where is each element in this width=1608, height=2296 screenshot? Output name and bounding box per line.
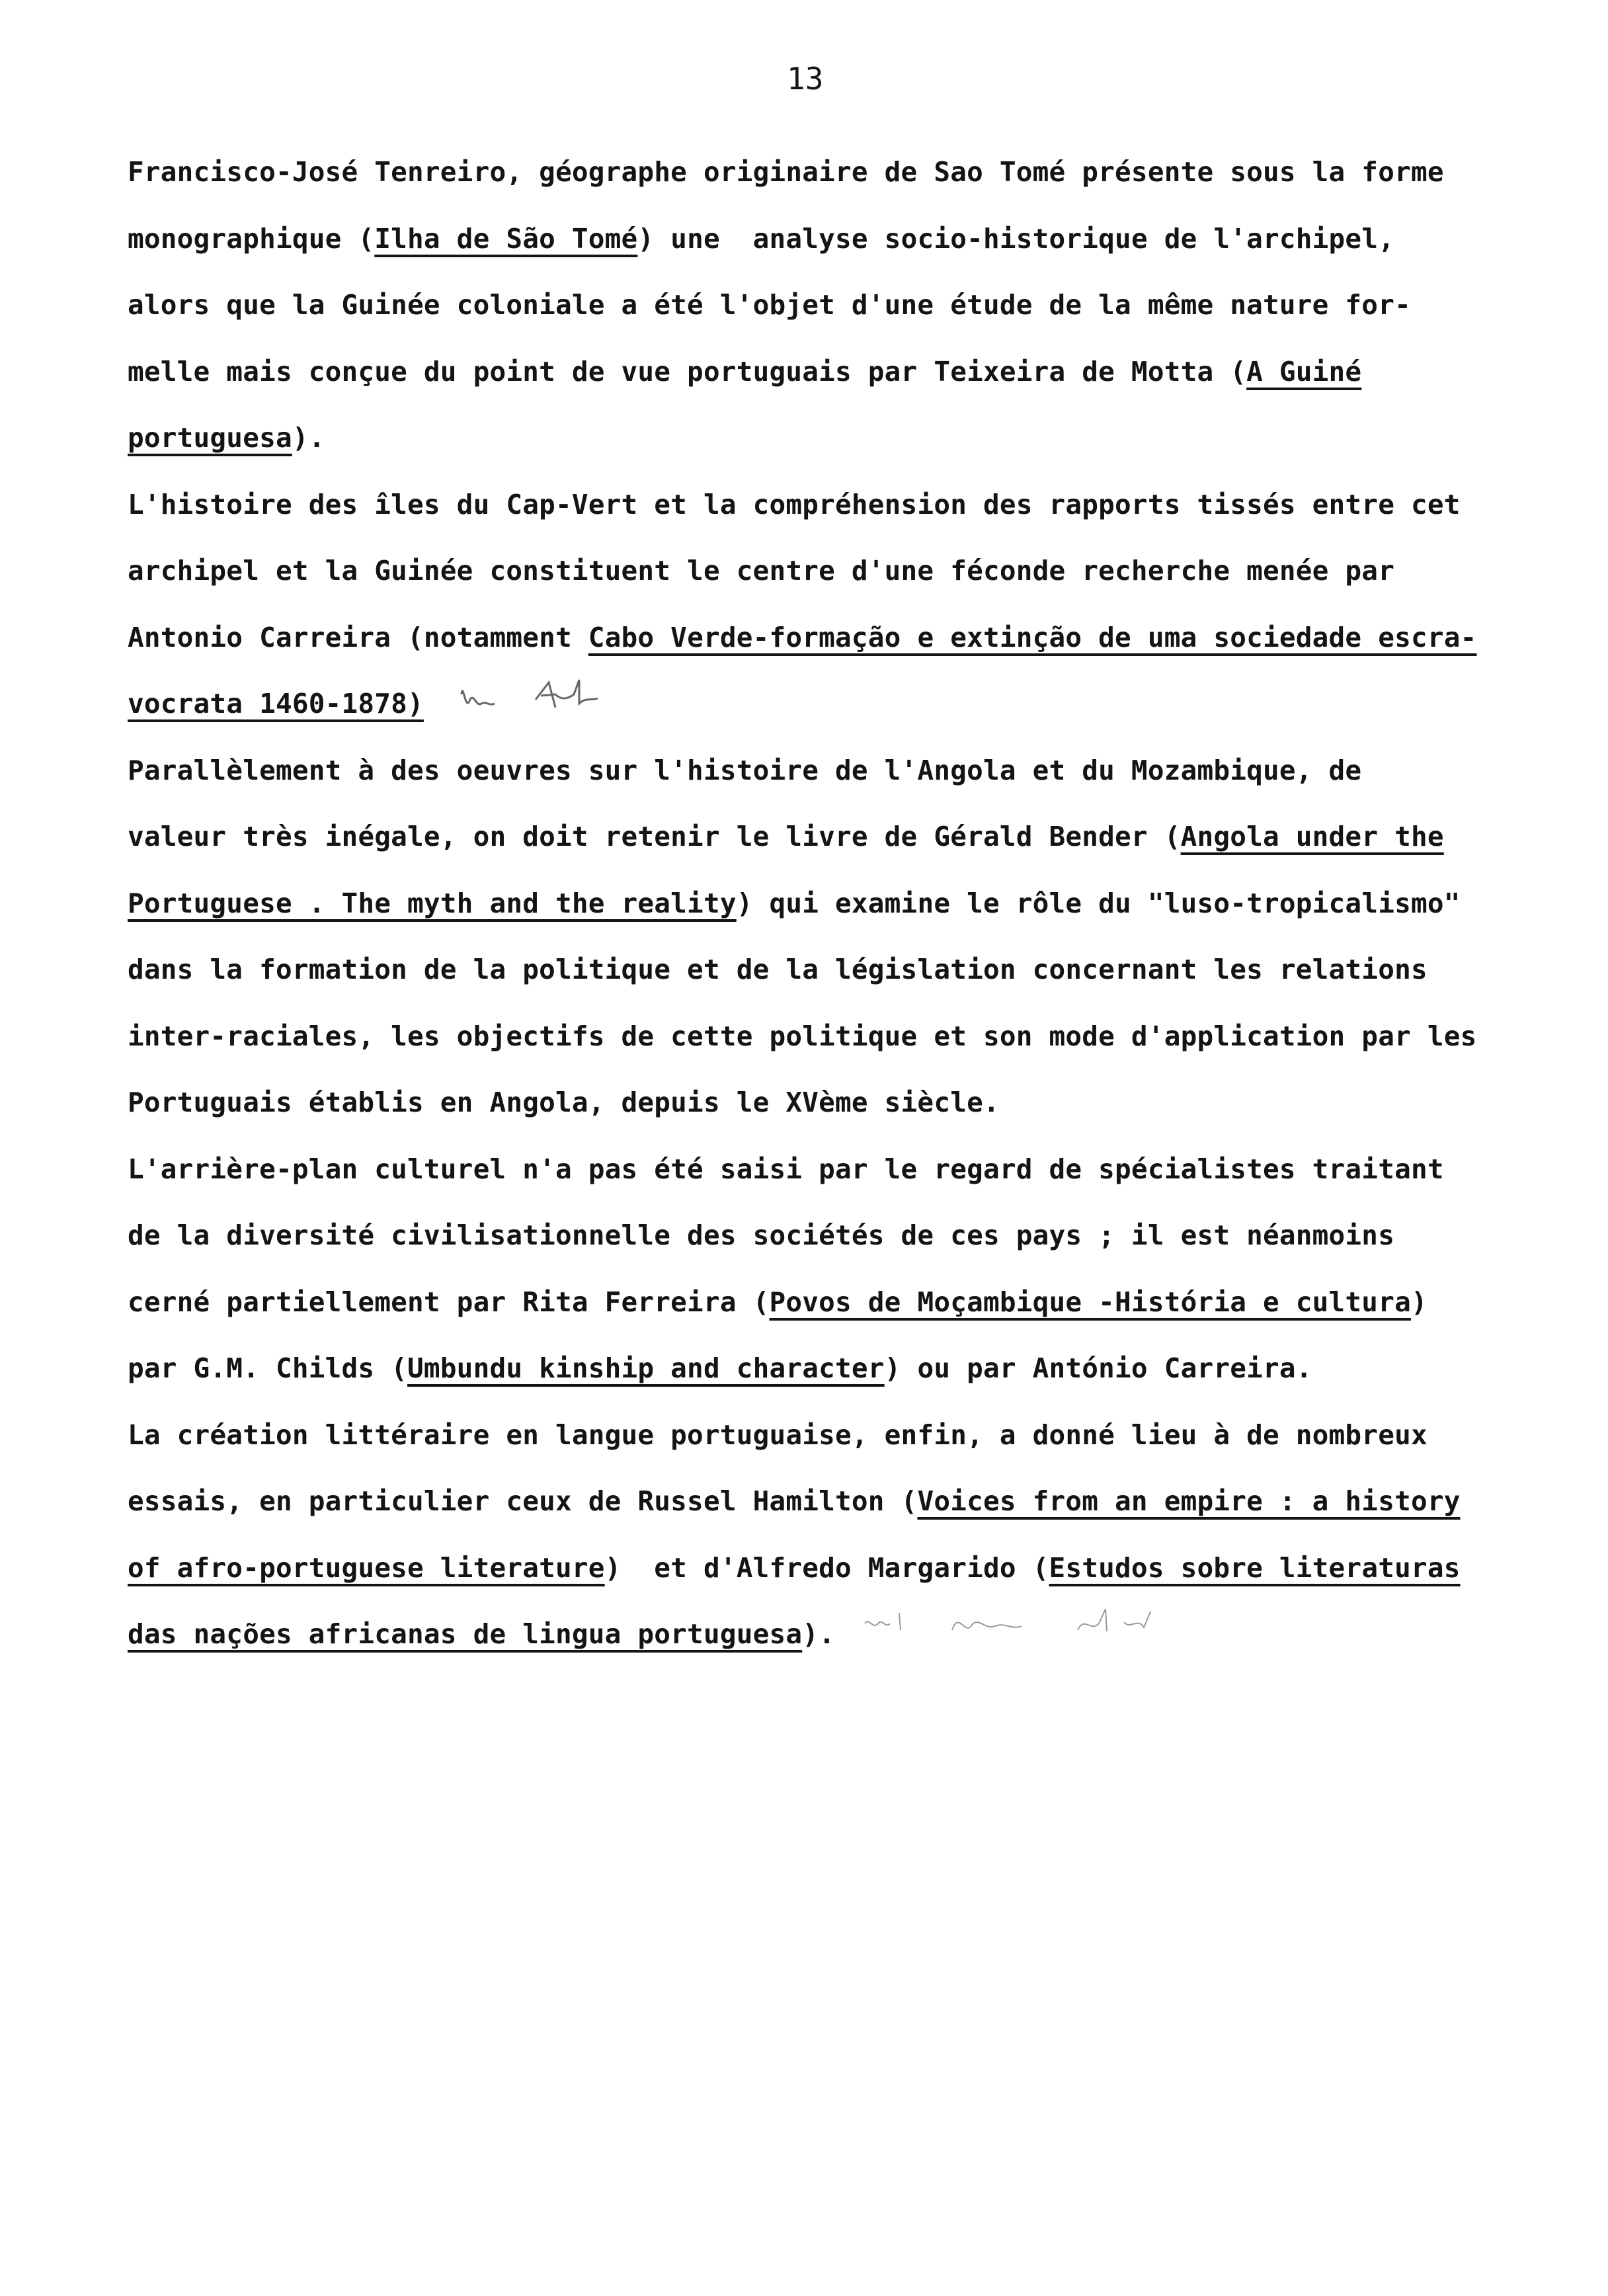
text-line — [128, 272, 1503, 339]
text-segment: ) une analyse socio-historique de l'archipel, — [637, 222, 1395, 255]
text-segment: cerné partiellement par Rita Ferreira ( — [128, 1286, 770, 1318]
text-segment: inter-raciales, les objectifs de cette politique et son mode d'application par les — [128, 1020, 1477, 1052]
text-line — [128, 737, 1503, 804]
underlined-title: Portuguese . The myth and the reality — [128, 887, 737, 919]
text-line — [128, 803, 1503, 870]
text-segment: dans la formation de la politique et de la législation concernant les relations — [128, 954, 1427, 985]
underlined-title: portuguesa — [128, 422, 292, 454]
text-segment: essais, en particulier ceux de Russel Hamilton ( — [128, 1485, 918, 1517]
text-segment: Antonio Carreira (notamment — [128, 621, 588, 653]
underlined-title: Cabo Verde-formação e extinção de uma sociedade escra- — [588, 621, 1477, 653]
text-segment: La création littéraire en langue portuguaise, enfin, a donné lieu à de nombreux — [128, 1418, 1427, 1451]
text-line — [128, 1468, 1503, 1535]
text-segment: monographique ( — [128, 222, 375, 255]
text-segment: ) qui examine le rôle du "luso-tropicalismo" — [736, 887, 1461, 919]
text-segment: valeur très inégale, on doit retenir le livre de Gérald Bender ( — [128, 821, 1181, 852]
text-segment: Portuguais établis en Angola, depuis le XVème siècle. — [128, 1086, 1000, 1118]
text-segment: Francisco-José Tenreiro, géographe originaire de Sao Tomé présente sous la forme — [128, 156, 1444, 188]
text-line — [128, 604, 1503, 671]
text-line — [128, 472, 1503, 538]
underlined-title: of afro-portuguese literature — [128, 1551, 605, 1584]
underlined-title: Angola under the — [1180, 821, 1444, 852]
underlined-title: Estudos sobre literaturas — [1049, 1551, 1461, 1584]
text-segment: ). — [802, 1618, 836, 1650]
text-line — [128, 1402, 1503, 1469]
text-line — [128, 339, 1503, 405]
text-segment: L'histoire des îles du Cap-Vert et la compréhension des rapports tissés entre cet — [128, 488, 1461, 520]
underlined-title: das nações africanas de lingua portuguesa — [128, 1618, 803, 1650]
text-line — [128, 1535, 1503, 1602]
text-segment: ) — [1410, 1286, 1427, 1318]
text-line — [128, 1003, 1503, 1070]
text-line — [128, 405, 1503, 472]
text-segment: melle mais conçue du point de vue portuguais par Teixeira de Motta ( — [128, 355, 1247, 388]
text-line — [128, 139, 1503, 206]
text-segment: ). — [292, 422, 325, 454]
handwritten-annotation-2 — [860, 1604, 1230, 1643]
text-segment: L'arrière-plan culturel n'a pas été saisi par le regard de spécialistes traitant — [128, 1153, 1444, 1185]
text-segment: Parallèlement à des oeuvres sur l'histoire de l'Angola et du Mozambique, de — [128, 754, 1362, 786]
text-line — [128, 1269, 1503, 1336]
underlined-title: A Guiné — [1246, 355, 1362, 388]
underlined-title: Povos de Moçambique -História e cultura — [769, 1286, 1411, 1318]
text-segment — [424, 688, 440, 719]
text-segment: de la diversité civilisationnelle des sociétés de ces pays ; il est néanmoins — [128, 1219, 1395, 1251]
text-line — [128, 1601, 1503, 1668]
body-text — [128, 139, 1503, 1668]
text-segment: ) et d'Alfredo Margarido ( — [604, 1551, 1049, 1584]
underlined-title: Ilha de São Tomé — [374, 222, 638, 255]
text-line — [128, 671, 1503, 737]
text-line — [128, 206, 1503, 272]
text-line — [128, 1202, 1503, 1269]
text-line — [128, 936, 1503, 1003]
text-line — [128, 870, 1503, 937]
text-segment: ) ou par António Carreira. — [884, 1352, 1312, 1384]
text-segment: alors que la Guinée coloniale a été l'objet d'une étude de la même nature for- — [128, 289, 1411, 321]
text-line — [128, 1069, 1503, 1136]
text-line — [128, 1136, 1503, 1203]
underlined-title: Voices from an empire : a history — [917, 1485, 1461, 1517]
underlined-title: Umbundu kinship and character — [407, 1352, 885, 1384]
page-number: 13 — [787, 61, 824, 97]
underlined-title: vocrata 1460-1878) — [128, 688, 424, 719]
text-segment: par G.M. Childs ( — [128, 1352, 408, 1384]
handwritten-annotation-1 — [456, 675, 628, 721]
text-line — [128, 1335, 1503, 1402]
text-segment: archipel et la Guinée constituent le centre d'une féconde recherche menée par — [128, 555, 1395, 587]
text-line — [128, 538, 1503, 604]
